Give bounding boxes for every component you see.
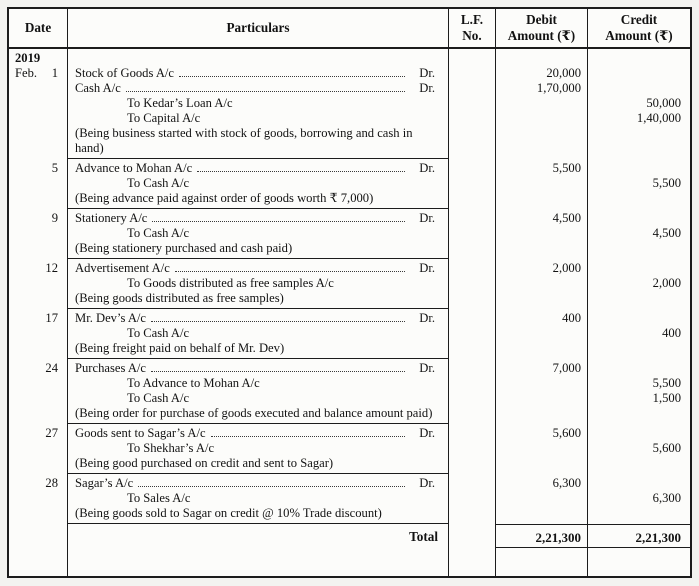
debit-amount (498, 441, 581, 456)
header-debit-line1: Debit (526, 12, 557, 27)
debit-amount (498, 341, 581, 356)
dotted-leader (151, 321, 405, 322)
entry-debit-cell (496, 474, 588, 524)
credit-amount: 5,600 (652, 441, 681, 455)
credit-amount: 2,000 (652, 276, 681, 290)
header-debit-line2: Amount (₹) (507, 28, 576, 43)
dr-label: Dr. (419, 81, 435, 95)
entry-particulars-cell (68, 474, 449, 524)
debit-amount (498, 391, 581, 406)
journal-entry-row (9, 259, 690, 309)
entry-day: 17 (45, 311, 58, 325)
particulars-line-to: To Shekhar’s A/c (127, 441, 215, 455)
debit-amount (498, 291, 581, 306)
entry-particulars-cell (68, 309, 449, 359)
journal-entry-row (9, 359, 690, 424)
credit-amount (590, 241, 681, 256)
credit-amount: 400 (662, 326, 681, 340)
credit-amount: 1,40,000 (636, 111, 681, 125)
total-date-cell (9, 524, 68, 548)
entry-particulars-cell (68, 424, 449, 474)
entry-date-cell (9, 259, 68, 309)
credit-amount (590, 161, 681, 176)
entry-debit-cell (496, 309, 588, 359)
particulars-line-dr (75, 66, 440, 81)
entry-day: 24 (45, 361, 58, 375)
debit-amount (498, 276, 581, 291)
credit-amount (590, 426, 681, 441)
debit-amount: 7,000 (552, 361, 581, 375)
journal-entry-row (9, 159, 690, 209)
debit-amount: 6,300 (552, 476, 581, 490)
entry-date-cell (9, 359, 68, 424)
dotted-leader (179, 76, 405, 77)
entry-lf-cell (449, 49, 496, 159)
dr-label: Dr. (419, 476, 435, 490)
debit-amount (498, 406, 581, 421)
debit-amount (498, 326, 581, 341)
debit-amount (498, 506, 581, 521)
credit-amount (590, 291, 681, 306)
header-debit-amount (496, 9, 588, 47)
journal-table (7, 7, 692, 578)
credit-amount (590, 406, 681, 421)
entry-credit-cell (588, 259, 690, 309)
dotted-leader (126, 91, 405, 92)
account-name: Advertisement A/c (75, 261, 170, 275)
particulars-line-narr: (Being goods sold to Sagar on credit @ 10% Trade discount) (75, 506, 382, 520)
header-particulars-label: Particulars (226, 20, 290, 35)
header-lf-no (449, 9, 496, 47)
particulars-line-dr (75, 476, 440, 491)
entry-credit-cell (588, 309, 690, 359)
entry-date-cell (9, 209, 68, 259)
entry-date-cell (9, 159, 68, 209)
entry-credit-cell (588, 474, 690, 524)
header-credit-amount (588, 9, 690, 47)
particulars-line-narr: (Being business started with stock of goods, borrowing and cash in hand) (75, 126, 413, 155)
debit-amount: 2,000 (552, 261, 581, 275)
header-lf-line1: L.F. (460, 12, 484, 27)
account-name: Goods sent to Sagar’s A/c (75, 426, 206, 440)
credit-amount (590, 476, 681, 491)
entry-day: 1 (51, 66, 58, 80)
journal-entry-row (9, 309, 690, 359)
credit-amount (590, 66, 681, 81)
total-credit-amount: 2,21,300 (635, 529, 681, 545)
particulars-line-narr: (Being advance paid against order of goods worth ₹ 7,000) (75, 191, 374, 205)
credit-amount: 6,300 (652, 491, 681, 505)
journal-entry-row (9, 49, 690, 159)
credit-amount: 50,000 (646, 96, 681, 110)
dr-label: Dr. (419, 311, 435, 325)
spacer-particulars-cell (68, 548, 449, 576)
dotted-leader (175, 271, 405, 272)
credit-amount (590, 341, 681, 356)
credit-amount (590, 456, 681, 471)
header-credit-line1: Credit (620, 12, 658, 27)
entry-day: 27 (45, 426, 58, 440)
total-debit-cell (496, 524, 588, 548)
particulars-line-to: To Cash A/c (127, 326, 190, 340)
entry-lf-cell (449, 159, 496, 209)
debit-amount (498, 456, 581, 471)
credit-amount (590, 81, 681, 96)
journal-entry-row (9, 424, 690, 474)
particulars-line-dr (75, 81, 440, 96)
entry-credit-cell (588, 209, 690, 259)
entry-lf-cell (449, 209, 496, 259)
entry-particulars-cell (68, 259, 449, 309)
journal-month: Feb. (15, 66, 38, 80)
particulars-line-dr (75, 261, 440, 276)
entry-lf-cell (449, 424, 496, 474)
dotted-leader (197, 171, 405, 172)
particulars-line-dr (75, 161, 440, 176)
particulars-line-to: To Kedar’s Loan A/c (127, 96, 233, 110)
debit-amount: 20,000 (546, 66, 581, 80)
total-particulars-cell (68, 524, 449, 548)
debit-amount: 5,500 (552, 161, 581, 175)
entry-debit-cell (496, 359, 588, 424)
entry-debit-cell (496, 159, 588, 209)
account-name: Cash A/c (75, 81, 121, 95)
entry-lf-cell (449, 259, 496, 309)
particulars-line-to: To Capital A/c (127, 111, 201, 125)
entry-date-cell (9, 424, 68, 474)
debit-amount: 400 (562, 311, 581, 325)
entry-day: 9 (51, 211, 58, 225)
debit-amount (498, 191, 581, 206)
journal-header-row (9, 9, 690, 49)
entry-date-cell (9, 474, 68, 524)
particulars-line-dr (75, 361, 440, 376)
account-name: Stationery A/c (75, 211, 148, 225)
credit-amount (590, 361, 681, 376)
credit-amount (590, 126, 681, 141)
particulars-line-to: To Sales A/c (127, 491, 191, 505)
dr-label: Dr. (419, 211, 435, 225)
total-label: Total (409, 528, 438, 544)
entry-credit-cell (588, 49, 690, 159)
debit-amount (498, 226, 581, 241)
debit-amount (498, 126, 581, 141)
entry-debit-cell (496, 209, 588, 259)
entry-debit-cell (496, 49, 588, 159)
entry-lf-cell (449, 474, 496, 524)
account-name: Mr. Dev’s A/c (75, 311, 147, 325)
header-date-label: Date (24, 20, 52, 35)
particulars-line-narr: (Being freight paid on behalf of Mr. Dev) (75, 341, 285, 355)
entry-debit-cell (496, 424, 588, 474)
debit-amount (498, 376, 581, 391)
particulars-line-to: To Cash A/c (127, 226, 190, 240)
bottom-spacer-row (9, 548, 690, 576)
particulars-line-to: To Goods distributed as free samples A/c (127, 276, 334, 290)
entry-month-day (9, 66, 67, 81)
account-name: Purchases A/c (75, 361, 146, 375)
dr-label: Dr. (419, 66, 435, 80)
entry-credit-cell (588, 424, 690, 474)
entry-lf-cell (449, 359, 496, 424)
journal-year: 2019 (15, 51, 41, 65)
credit-amount (590, 261, 681, 276)
header-lf-line2: No. (462, 28, 482, 43)
account-name: Stock of Goods A/c (75, 66, 174, 80)
particulars-line-to: To Advance to Mohan A/c (127, 376, 260, 390)
journal-entries (9, 49, 690, 524)
dotted-leader (151, 371, 405, 372)
particulars-line-narr: (Being order for purchase of goods executed and balance amount paid) (75, 406, 433, 420)
journal-total-row (9, 524, 690, 548)
debit-amount (498, 96, 581, 111)
debit-amount (498, 111, 581, 126)
credit-amount: 1,500 (652, 391, 681, 405)
credit-amount: 4,500 (652, 226, 681, 240)
debit-amount: 5,600 (552, 426, 581, 440)
entry-credit-cell (588, 159, 690, 209)
spacer-debit-cell (496, 548, 588, 576)
entry-date-cell (9, 309, 68, 359)
particulars-line-dr (75, 311, 440, 326)
entry-date-cell (9, 49, 68, 159)
dotted-leader (211, 436, 406, 437)
entry-day: 12 (45, 261, 58, 275)
particulars-line-to: To Cash A/c (127, 176, 190, 190)
credit-amount: 5,500 (652, 176, 681, 190)
debit-amount (498, 491, 581, 506)
entry-day: 5 (51, 161, 58, 175)
account-name: Sagar’s A/c (75, 476, 134, 490)
spacer-date-cell (9, 548, 68, 576)
account-name: Advance to Mohan A/c (75, 161, 193, 175)
debit-amount (498, 176, 581, 191)
dr-label: Dr. (419, 361, 435, 375)
dr-label: Dr. (419, 161, 435, 175)
total-lf-cell (449, 524, 496, 548)
debit-amount: 4,500 (552, 211, 581, 225)
entry-day: 28 (45, 476, 58, 490)
particulars-line-dr (75, 211, 440, 226)
header-particulars (68, 9, 449, 47)
particulars-line-narr: (Being goods distributed as free samples) (75, 291, 284, 305)
journal-entry-row (9, 474, 690, 524)
spacer-lf-cell (449, 548, 496, 576)
particulars-line-dr (75, 426, 440, 441)
entry-particulars-cell (68, 359, 449, 424)
entry-debit-cell (496, 259, 588, 309)
spacer-credit-cell (588, 548, 690, 576)
debit-amount (498, 241, 581, 256)
credit-amount (590, 191, 681, 206)
particulars-line-narr: (Being stationery purchased and cash paid) (75, 241, 293, 255)
dr-label: Dr. (419, 261, 435, 275)
header-credit-line2: Amount (₹) (605, 28, 673, 43)
particulars-line-narr: (Being good purchased on credit and sent to Sagar) (75, 456, 334, 470)
header-date (9, 9, 68, 47)
total-debit-amount: 2,21,300 (535, 529, 581, 545)
credit-amount (590, 211, 681, 226)
entry-credit-cell (588, 359, 690, 424)
credit-amount: 5,500 (652, 376, 681, 390)
entry-particulars-cell (68, 209, 449, 259)
credit-amount (590, 311, 681, 326)
particulars-line-to: To Cash A/c (127, 391, 190, 405)
dotted-leader (138, 486, 405, 487)
debit-amount: 1,70,000 (536, 81, 581, 95)
credit-amount (590, 506, 681, 521)
total-credit-cell (588, 524, 690, 548)
journal-entry-row (9, 209, 690, 259)
dr-label: Dr. (419, 426, 435, 440)
entry-particulars-cell (68, 49, 449, 159)
dotted-leader (152, 221, 405, 222)
entry-particulars-cell (68, 159, 449, 209)
entry-lf-cell (449, 309, 496, 359)
